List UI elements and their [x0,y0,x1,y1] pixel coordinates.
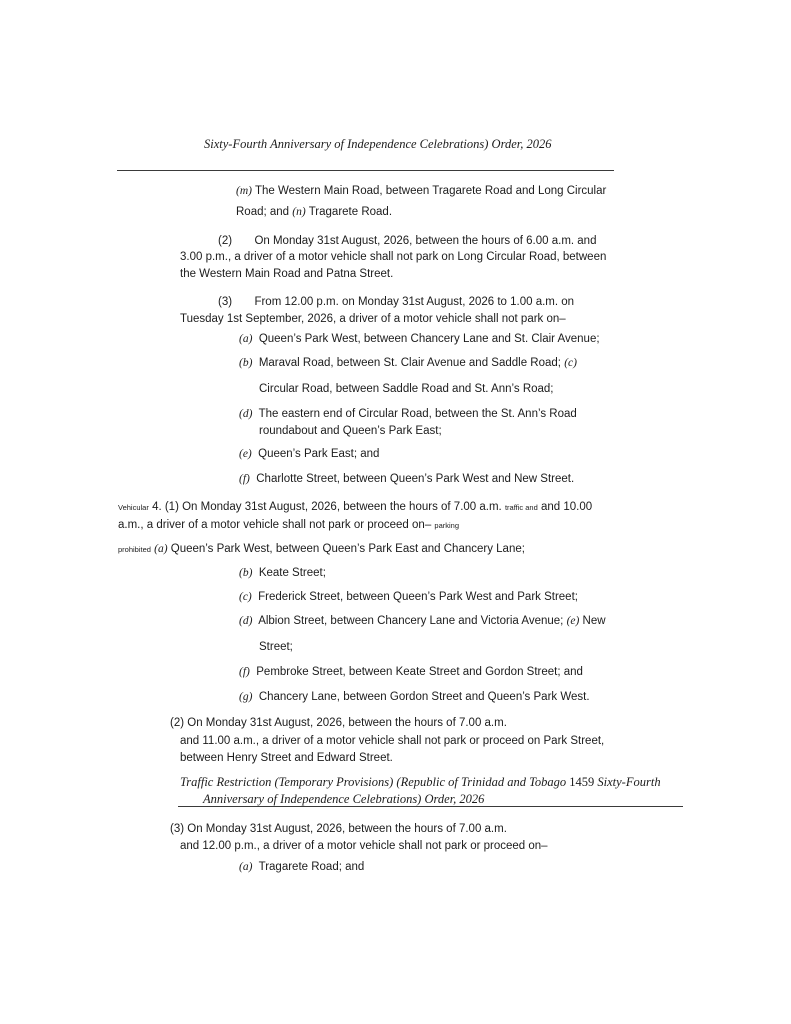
item-a [239,334,600,346]
section-4-sub-3-item-a [239,862,364,874]
subsection-3-line-2: Tuesday 1st September, 2026, a driver of a motor vehicle shall not park on– [180,313,566,325]
running-footer-line-2: Anniversary of Independence Celebrations) Order, 2026 [203,792,485,806]
item-text: Queen’s Park West, between Chancery Lane and St. Clair Avenue; [258,333,600,345]
section-4-sub-2-line-2: and 11.00 a.m., a driver of a motor vehicle shall not park or proceed on Park Street, [180,735,605,747]
subsection-text: From 12.00 p.m. on Monday 31st August, 2026 to 1.00 a.m. on [254,296,575,308]
subsection-2-line-3: the Western Main Road and Patna Street. [180,268,394,280]
footer-text: Traffic Restriction (Temporary Provisions) (Republic of Trinidad and Tobago [180,775,567,789]
item-label: (c) [239,591,252,603]
item-label: (d) [239,408,253,420]
item-n [236,207,392,219]
section-4-item-c [239,592,578,604]
item-m [236,186,606,198]
item-text: Maraval Road, between St. Clair Avenue and Saddle Road; [258,357,561,369]
item-text: Keate Street; [258,567,326,579]
margin-note: traffic and [504,503,538,512]
item-text: Albion Street, between Chancery Lane and Victoria Avenue; [258,615,564,627]
item-d [239,409,577,421]
section-4-item-g [239,692,590,704]
subsection-text: On Monday 31st August, 2026, between the hours of 6.00 a.m. and [254,235,597,247]
running-footer-line-1 [180,776,661,789]
section-text: 4. (1) On Monday 31st August, 2026, between the hours of 7.00 a.m. [152,501,502,513]
item-text: Tragarete Road. [308,206,393,218]
item-label: (g) [239,691,253,703]
section-text: and 10.00 [540,501,593,513]
subsection-2-line-1 [218,236,596,248]
item-label: (c) [564,357,577,369]
section-4-line-2 [118,520,459,532]
subsection-number: (2) [218,235,233,247]
page-number: 1459 [569,775,595,789]
item-text: Queen’s Park West, between Queen’s Park East and Chancery Lane; [170,543,525,555]
section-4-item-b [239,568,326,580]
item-text: Queen’s Park East; and [258,448,380,460]
margin-note: prohibited [118,545,151,554]
item-label: (a) [239,861,253,873]
item-label: (d) [239,615,253,627]
item-label: (f) [239,473,250,485]
header-rule [117,170,614,171]
item-label: (n) [292,206,306,218]
section-4-item-a [118,544,525,556]
subsection-number: (3) [218,296,233,308]
item-e [239,449,379,461]
section-4-sub-3-line-2: and 12.00 p.m., a driver of a motor vehicle shall not park or proceed on– [180,840,548,852]
subsection-3-line-1 [218,297,574,309]
item-text: Chancery Lane, between Gordon Street and Queen’s Park West. [258,691,590,703]
margin-note: Vehicular [118,503,149,512]
item-text: Pembroke Street, between Keate Street and Gordon Street; and [256,666,583,678]
section-4-sub-2-line-1: (2) On Monday 31st August, 2026, between the hours of 7.00 a.m. [170,717,507,729]
section-text: a.m., a driver of a motor vehicle shall not park or proceed on– [118,519,432,531]
item-label: (b) [239,357,253,369]
section-4-item-e-cont: Street; [259,641,293,653]
item-label: (e) [566,615,580,627]
item-c: Circular Road, between Saddle Road and St. Ann’s Road; [259,383,554,395]
item-text: New [582,615,606,627]
item-label: (a) [154,543,168,555]
item-text: Road; and [236,206,290,218]
footer-text: Sixty-Fourth [597,775,661,789]
running-header: Sixty-Fourth Anniversary of Independence Celebrations) Order, 2026 [204,137,552,151]
item-text: Tragarete Road; and [258,861,365,873]
section-4-item-f [239,667,583,679]
section-4-sub-2-line-3: between Henry Street and Edward Street. [180,752,393,764]
item-label: (a) [239,333,253,345]
item-text: The eastern end of Circular Road, between the St. Ann’s Road [258,408,577,420]
item-label: (b) [239,567,253,579]
subsection-2-line-2: 3.00 p.m., a driver of a motor vehicle shall not park on Long Circular Road, between [180,251,607,263]
item-b [239,358,577,370]
item-d-cont: roundabout and Queen’s Park East; [259,425,442,437]
item-text: Frederick Street, between Queen’s Park West and Park Street; [258,591,578,603]
section-4-sub-3-line-1: (3) On Monday 31st August, 2026, between the hours of 7.00 a.m. [170,823,507,835]
item-label: (m) [236,185,252,197]
item-label: (f) [239,666,250,678]
footer-rule [178,806,683,807]
item-label: (e) [239,448,252,460]
section-4-line-1 [118,502,592,514]
item-text: Charlotte Street, between Queen’s Park West and New Street. [256,473,575,485]
section-4-item-d [239,616,606,628]
item-f [239,474,574,486]
item-text: The Western Main Road, between Tragarete Road and Long Circular [254,185,607,197]
margin-note: parking [434,521,460,530]
